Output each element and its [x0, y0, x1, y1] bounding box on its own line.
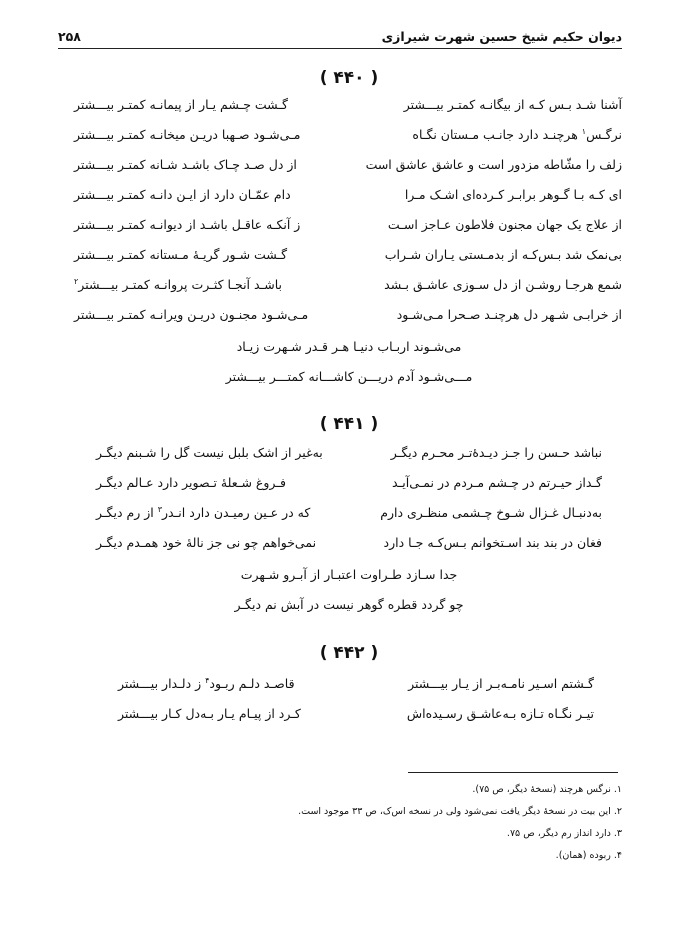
- second-hemistich: نمی‌خواهم چو نی جز نالهٔ خود همـدم دیگـر: [96, 535, 317, 550]
- first-hemistich: به‌دنبـال غـزال شـوخ چـشمی منظـری دارم: [380, 505, 602, 520]
- second-hemistich: فـروغ شـعلهٔ تـصویر دارد عـالم دیگـر: [96, 475, 286, 490]
- second-hemistich: [74, 277, 346, 292]
- second-hemistich: مـی‌شـود مجنـون دریـن ویرانـه کمتـر بیـــشتر: [74, 307, 309, 322]
- second-hemistich: از دل صـد چـاک باشـد شـانه کمتـر بیـــشتر: [74, 157, 297, 172]
- first-hemistich: نباشد حـسن را جـز دیـدهٔ‌تـر محـرم دیگـر: [390, 445, 602, 460]
- second-hemistich: کـرد از پیـام یـار بـه‌دل کـار بیـــشتر: [118, 706, 301, 721]
- hemistich-text: باشـد آنجـا کثـرت پروانـه کمتـر بیـــشتر: [78, 277, 282, 293]
- book-title: دیوان حکیم شیخ حسین شهرت شیرازی: [381, 29, 622, 44]
- closing-line: جدا سـازد طـراوت اعتبـار از آبـرو شـهرت: [240, 567, 458, 582]
- first-hemistich: شمع هرجـا روشـن از دل سـوزی عاشـق بـشد: [384, 277, 622, 292]
- footnote: ۲. این بیت در نسخهٔ دیگر یافت نمی‌شود ولی در نسخه اس‌ک، ص ۳۳ موجود است.: [298, 806, 622, 817]
- couplet: [0, 445, 698, 465]
- couplet: [0, 187, 698, 207]
- couplet: [0, 157, 698, 177]
- first-hemistich: [352, 127, 622, 142]
- first-hemistich: ای کـه بـا گـوهر برابـر کـرده‌ای اشـک مـرا: [404, 187, 622, 202]
- second-hemistich: دام عمّـان دارد از ایـن دانـه کمتـر بیـــشتر: [74, 187, 291, 202]
- second-hemistich: گـشت چـشم یـار از پیمانـه کمتـر بیـــشتر: [74, 97, 288, 112]
- footnote: ۴. ربوده (همان).: [555, 850, 622, 861]
- second-hemistich: ز آنکـه عاقـل باشـد از دیوانـه کمتـر بیـــشتر: [74, 217, 301, 232]
- footnote-marker: ۳: [157, 505, 163, 514]
- first-hemistich: بی‌نمک شد بـس‌کـه از بدمـستی یـاران شـراب: [384, 247, 622, 262]
- couplet: [0, 247, 698, 267]
- couplet: [0, 676, 698, 696]
- poem-number: ( ۴۴۱ ): [319, 414, 379, 434]
- couplet: [0, 706, 698, 726]
- couplet: [0, 127, 698, 147]
- first-hemistich: زلف را مشّاطه مزدور است و عاشق عاشق است: [365, 157, 622, 172]
- hemistich-text: هرچنـد دارد جانـب مـستان نگـاه: [412, 127, 582, 143]
- page-header: [58, 24, 622, 49]
- couplet: [0, 475, 698, 495]
- first-hemistich: از خرابـی شـهر دل هرچنـد صـحرا مـی‌شـود: [396, 307, 622, 322]
- poem-number: ( ۴۴۲ ): [319, 643, 379, 663]
- first-hemistich: فغان در بند بند اسـتخوانم بـس‌کـه جـا دارد: [383, 535, 602, 550]
- first-hemistich: آشنا شـد بـس کـه از بیگانـه کمتـر بیـــشتر: [403, 97, 622, 112]
- hemistich-text: از رم دیگـر: [96, 505, 158, 521]
- second-hemistich: به‌غیر از اشک بلبل نیست گل را شـبنم دیگـر: [96, 445, 323, 460]
- couplet: [0, 97, 698, 117]
- couplet: [0, 505, 698, 525]
- closing-line: می‌شـوند اربـاب دنیـا هـر قـدر شـهرت زیـاد: [236, 339, 462, 354]
- couplet: [0, 217, 698, 237]
- first-hemistich: گـداز حیـرتم در چـشم مـردم در نمـی‌آیـد: [392, 475, 602, 490]
- hemistich-text: نرگـس: [586, 127, 622, 143]
- couplet: [0, 535, 698, 555]
- closing-line: مـــی‌شـود آدم دریـــن کاشـــانه کمتـــر بیـــشتر: [225, 369, 473, 384]
- footnote: ۱. نرگس هرچند (نسخهٔ دیگر، ص ۷۵).: [472, 784, 622, 795]
- footnote-marker: ۴: [205, 676, 210, 685]
- footnote-divider: [408, 772, 618, 773]
- poem-number: ( ۴۴۰ ): [319, 68, 379, 88]
- closing-line: چو گردد قطره گوهر نیست در آبش نم دیگـر: [234, 597, 464, 612]
- hemistich-text: که در عـین رمیـدن دارد انـدر: [162, 505, 311, 521]
- first-hemistich: تیـر نگـاه تـازه بـه‌عاشـق رسـیده‌اش: [406, 706, 594, 721]
- hemistich-text: ز دلـدار بیـــشتر: [118, 676, 206, 692]
- first-hemistich: از علاج یک جهان مجنون فلاطون عـاجز اسـت: [387, 217, 622, 232]
- hemistich-text: قاصـد دلـم ربـود: [209, 676, 295, 692]
- footnote-marker: ۲: [74, 277, 79, 286]
- page-number: ۲۵۸: [58, 29, 81, 44]
- second-hemistich: گـشت شـور گریـهٔ مـستانه کمتـر بیـــشتر: [74, 247, 288, 262]
- footnote-marker: ۱: [581, 127, 587, 136]
- couplet: [0, 277, 698, 297]
- couplet: [0, 307, 698, 327]
- second-hemistich: [118, 676, 358, 691]
- second-hemistich: مـی‌شـود صـهبا دریـن میخانـه کمتـر بیـــشتر: [74, 127, 301, 142]
- second-hemistich: [96, 505, 340, 520]
- first-hemistich: گـشتم اسـیر نامـه‌بـر از یـار بیـــشتر: [408, 676, 594, 691]
- footnote: ۳. دارد انداز رم دیگر، ص ۷۵.: [506, 828, 622, 839]
